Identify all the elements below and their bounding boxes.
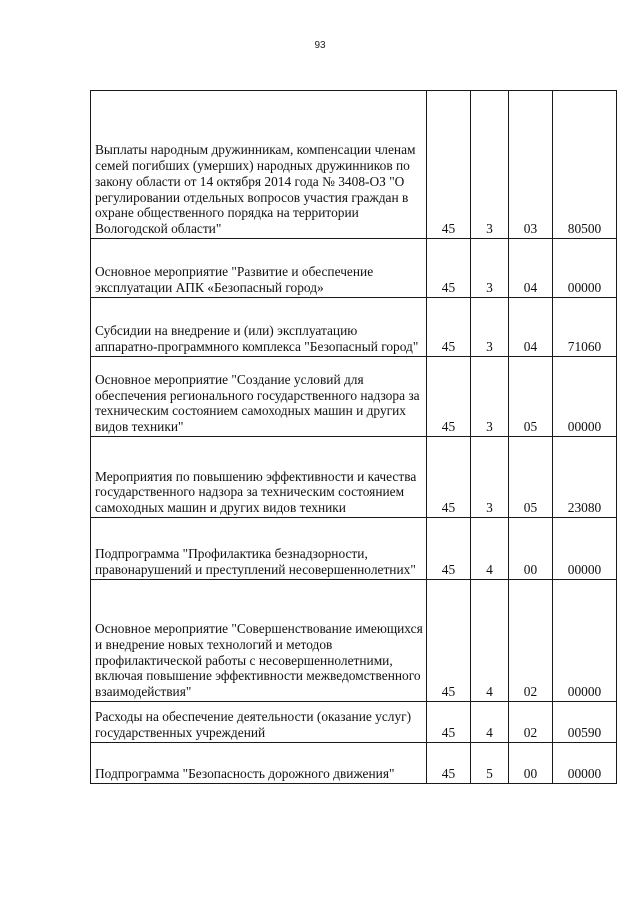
row-name-cell: Основное мероприятие "Создание условий для обеспечения регионального государственного надзора за техническим состоянием самоходных машин и других видов техники": [91, 357, 427, 437]
code-cell-3: 03: [509, 91, 553, 239]
row-name-cell: Подпрограмма "Безопасность дорожного движения": [91, 743, 427, 784]
page-number: 93: [314, 40, 326, 51]
code-cell-1: 45: [427, 298, 471, 357]
code-cell-3: 02: [509, 580, 553, 702]
table-row: [91, 518, 617, 580]
table-row: [91, 743, 617, 784]
code-cell-2: 5: [471, 743, 509, 784]
code-cell-3: 05: [509, 437, 553, 518]
table-row: [91, 239, 617, 298]
code-cell-4: 00000: [553, 518, 617, 580]
table-row: [91, 298, 617, 357]
table-row: [91, 357, 617, 437]
code-cell-2: 3: [471, 437, 509, 518]
code-cell-1: 45: [427, 580, 471, 702]
code-cell-4: 00000: [553, 580, 617, 702]
code-cell-3: 04: [509, 239, 553, 298]
row-name-cell: Подпрограмма "Профилактика безнадзорности, правонарушений и преступлений несовершеннолетних": [91, 518, 427, 580]
table-row: [91, 702, 617, 743]
code-cell-1: 45: [427, 357, 471, 437]
code-cell-3: 00: [509, 518, 553, 580]
row-name-cell: Выплаты народным дружинникам, компенсации членам семей погибших (умерших) народных дружинников по закону области от 14 октября 2014 года № 3408-ОЗ "О регулировании отдельных вопросов участия граждан в охране общественного порядка на территории Вологодской области": [91, 91, 427, 239]
code-cell-1: 45: [427, 239, 471, 298]
code-cell-2: 3: [471, 91, 509, 239]
code-cell-4: 00000: [553, 743, 617, 784]
code-cell-1: 45: [427, 702, 471, 743]
code-cell-2: 3: [471, 239, 509, 298]
code-cell-3: 05: [509, 357, 553, 437]
table-row: [91, 91, 617, 239]
code-cell-2: 4: [471, 702, 509, 743]
row-name-cell: Основное мероприятие "Развитие и обеспечение эксплуатации АПК «Безопасный город»: [91, 239, 427, 298]
code-cell-2: 4: [471, 518, 509, 580]
code-cell-1: 45: [427, 437, 471, 518]
code-cell-4: 00000: [553, 239, 617, 298]
table-row: [91, 580, 617, 702]
code-cell-2: 4: [471, 580, 509, 702]
code-cell-1: 45: [427, 518, 471, 580]
code-cell-1: 45: [427, 91, 471, 239]
code-cell-3: 04: [509, 298, 553, 357]
row-name-cell: Мероприятия по повышению эффективности и качества государственного надзора за техническим состоянием самоходных машин и других видов техники: [91, 437, 427, 518]
code-cell-4: 71060: [553, 298, 617, 357]
code-cell-1: 45: [427, 743, 471, 784]
code-cell-4: 00000: [553, 357, 617, 437]
code-cell-2: 3: [471, 357, 509, 437]
code-cell-3: 00: [509, 743, 553, 784]
code-cell-3: 02: [509, 702, 553, 743]
row-name-cell: Расходы на обеспечение деятельности (оказание услуг) государственных учреждений: [91, 702, 427, 743]
row-name-cell: Субсидии на внедрение и (или) эксплуатацию аппаратно-программного комплекса "Безопасный город": [91, 298, 427, 357]
code-cell-4: 00590: [553, 702, 617, 743]
code-cell-4: 80500: [553, 91, 617, 239]
budget-classification-table: [90, 90, 617, 784]
row-name-cell: Основное мероприятие "Совершенствование имеющихся и внедрение новых технологий и методов профилактической работы с несовершеннолетними, включая повышение эффективности межведомственного взаимодействия": [91, 580, 427, 702]
code-cell-2: 3: [471, 298, 509, 357]
table-row: [91, 437, 617, 518]
code-cell-4: 23080: [553, 437, 617, 518]
